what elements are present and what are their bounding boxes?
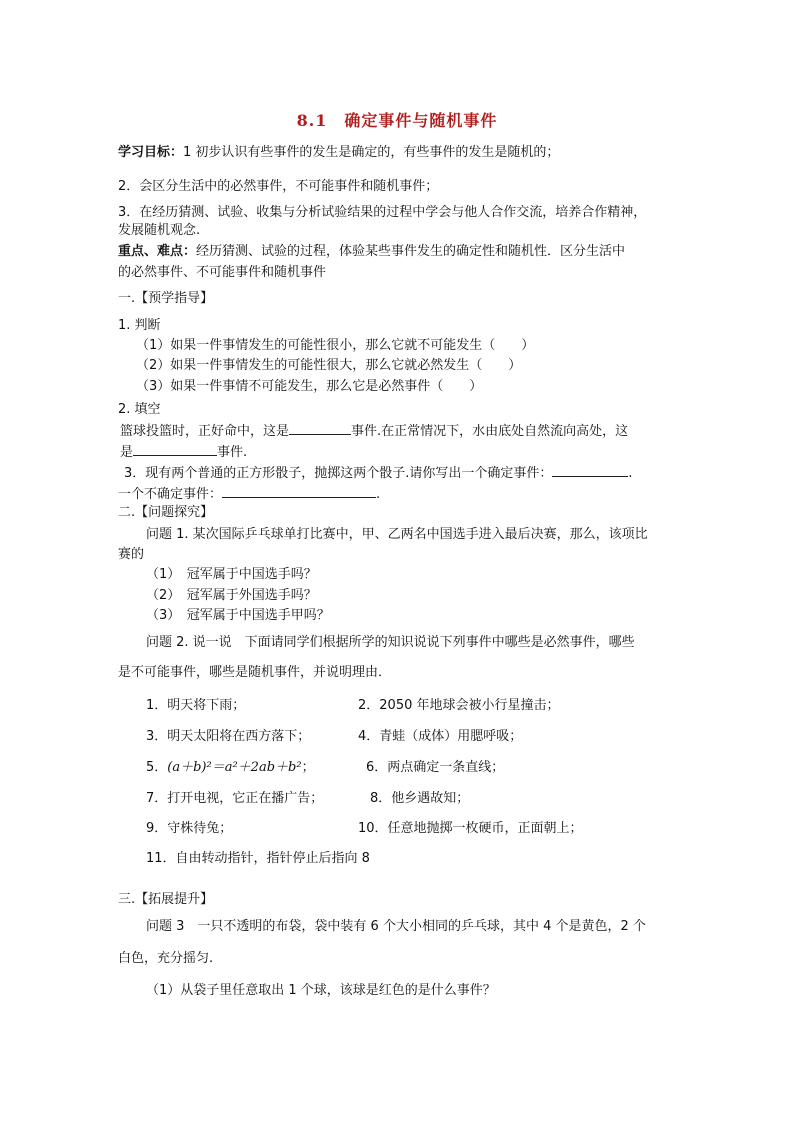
event-5 <box>146 759 315 777</box>
fill-line-3 <box>124 463 633 483</box>
problem3-line-1: 问题 3 一只不透明的布袋，袋中装有 6 个大小相同的乒乓球，其中 4 个是黄色，2 个 <box>146 919 646 934</box>
fill-blank-4[interactable] <box>222 484 376 498</box>
problem1-line-1: 问题 1. 某次国际乒乓球单打比赛中，甲、乙两名中国选手进入最后决赛，那么，该项比 <box>146 527 648 542</box>
section1-heading: 一.【预学指导】 <box>118 291 214 306</box>
problem1-sub-1: （1） 冠军属于中国选手吗？ <box>146 567 317 582</box>
page-title: 8.1 确定事件与随机事件 <box>296 111 498 130</box>
judge-item-3: （3）如果一件事情不可能发生，那么它是必然事件（ ） <box>136 379 483 394</box>
fill-line-1 <box>120 421 628 441</box>
fill-line-2 <box>120 442 247 462</box>
problem2-line-1: 问题 2. 说一说 下面请同学们根据所学的知识说说下列事件中哪些是必然事件，哪些 <box>146 635 635 650</box>
objectives-line-3: 3．在经历猜测、试验、收集与分析试验结果的过程中学会与他人合作交流，培养合作精神， <box>118 205 647 220</box>
event-9: 9．守株待兔； <box>146 821 233 836</box>
event-6: 6．两点确定一条直线； <box>366 760 505 775</box>
fill-text-1b: 事件.在正常情况下，水由底处自然流向高处，这 <box>351 424 629 439</box>
section3-heading: 三.【拓展提升】 <box>118 892 214 907</box>
problem2-line-2: 是不可能事件，哪些是随机事件，并说明理由． <box>118 665 392 680</box>
objectives-text-1: 1 初步认识有些事件的发生是确定的，有些事件的发生是随机的； <box>183 145 560 160</box>
event-8: 8．他乡遇故知； <box>370 791 470 806</box>
judge-item-2: （2）如果一件事情发生的可能性很大，那么它就必然发生（ ） <box>136 358 522 373</box>
event-10: 10．任意地抛掷一枚硬币，正面朝上； <box>358 821 583 836</box>
event-2: 2．2050 年地球会被小行星撞击； <box>358 698 560 713</box>
problem3-question-1: （1）从袋子里任意取出 1 个球，该球是红色的是什么事件？ <box>146 983 496 998</box>
event-5-formula: (a＋b)²＝a²＋2ab＋b² <box>167 760 302 775</box>
event-4: 4．青蛙（成体）用腮呼吸； <box>358 729 523 744</box>
key-line-2: 的必然事件、不可能事件和随机事件 <box>118 265 327 280</box>
fill-blank-3[interactable] <box>552 463 628 477</box>
event-3: 3．明天太阳将在西方落下； <box>146 729 311 744</box>
problem1-sub-3: （3） 冠军属于中国选手甲吗？ <box>146 608 330 623</box>
event-7: 7．打开电视，它正在播广告； <box>146 791 324 806</box>
fill-text-3a: 3．现有两个普通的正方形骰子，抛掷这两个骰子.请你写出一个确定事件： <box>124 466 553 481</box>
fill-text-3c: 一个不确定事件： <box>118 487 223 502</box>
objectives-line-3b: 发展随机观念. <box>118 223 201 238</box>
problem3-line-2: 白色，充分摇匀. <box>118 951 214 966</box>
fill-line-4 <box>118 484 380 504</box>
judge-item-1: （1）如果一件事情发生的可能性很小，那么它就不可能发生（ ） <box>136 338 535 353</box>
problem1-line-2: 赛的 <box>118 547 145 562</box>
key-label: 重点、难点： <box>118 244 197 259</box>
objectives-label: 学习目标： <box>118 145 184 160</box>
fill-blank-2[interactable] <box>133 442 217 456</box>
key-text-1: 经历猜测、试验的过程，体验某些事件发生的确定性和随机性．区分生活中 <box>196 244 626 259</box>
fill-text-2b: 事件. <box>217 445 248 460</box>
problem1-sub-2: （2） 冠军属于外国选手吗？ <box>146 588 317 603</box>
section2-heading: 二.【问题探究】 <box>118 505 214 520</box>
event-5-number: 5． <box>146 760 168 775</box>
fill-text-3d: . <box>376 487 381 502</box>
key-line-1 <box>118 243 625 261</box>
fill-title: 2. 填空 <box>118 402 161 417</box>
fill-text-1a: 篮球投篮时，正好命中，这是 <box>120 424 290 439</box>
fill-text-2a: 是 <box>120 445 134 460</box>
fill-blank-1[interactable] <box>289 421 351 435</box>
event-5-end: ； <box>301 760 315 775</box>
judge-title: 1. 判断 <box>118 318 161 333</box>
fill-text-3b: . <box>628 466 633 481</box>
event-1: 1．明天将下雨； <box>146 698 246 713</box>
objectives-line-2: 2．会区分生活中的必然事件，不可能事件和随机事件； <box>118 179 439 194</box>
event-11: 11．自由转动指针，指针停止后指向 8 <box>146 851 370 866</box>
objectives-line-1 <box>118 144 559 162</box>
